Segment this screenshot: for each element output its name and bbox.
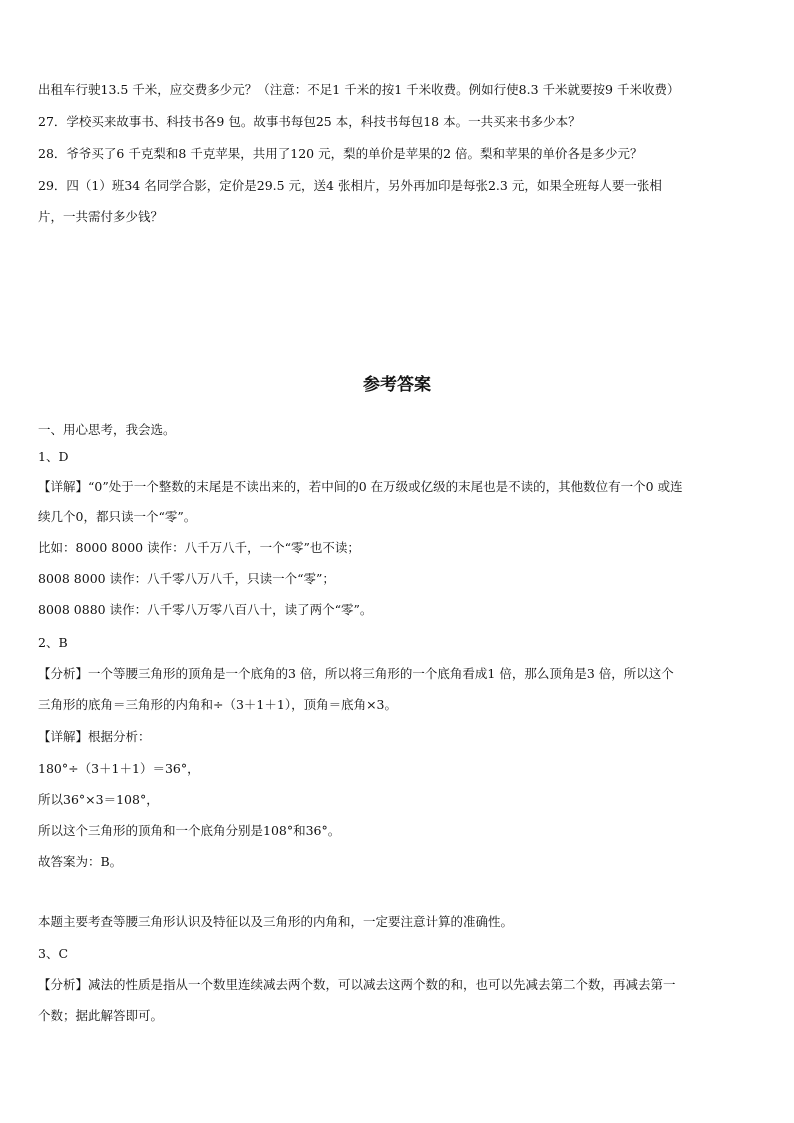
answer-2-calc-2: 所以36°×3＝108°，	[38, 792, 159, 807]
question-29-line1: 29．四（1）班34 名同学合影，定价是29.5 元，送4 张相片，另外再加印是每张2.3 元，如果全班每人要一张相	[38, 178, 662, 193]
answer-3-analysis-line1: 【分析】减法的性质是指从一个数里连续减去两个数，可以减去这两个数的和，也可以先减去第二个数，再减去第一	[38, 977, 676, 992]
question-27: 27．学校买来故事书、科技书各9 包。故事书每包25 本，科技书每包18 本。一共买来书多少本？	[38, 114, 581, 129]
question-29-line2: 片，一共需付多少钱？	[38, 209, 164, 224]
section-1-heading: 一、用心思考，我会选。	[38, 422, 176, 437]
answer-2-label: 2、B	[38, 635, 68, 650]
answer-1-example-2: 8008 8000 读作：八千零八万八千，只读一个“零”；	[38, 571, 335, 586]
answer-3-label: 3、C	[38, 946, 69, 961]
answer-1-detail-line2: 续几个0，都只读一个“零”。	[38, 509, 197, 524]
answer-2-analysis-line2: 三角形的底角＝三角形的内角和÷（3＋1＋1），顶角＝底角×3。	[38, 697, 398, 712]
q26-continuation: 出租车行驶13.5 千米，应交费多少元？（注意：不足1 千米的按1 千米收费。例如行使8.3 千米就要按9 千米收费）	[38, 82, 680, 97]
answer-1-example-3: 8008 0880 读作：八千零八万零八百八十，读了两个“零”。	[38, 602, 373, 617]
answer-2-calc-3: 所以这个三角形的顶角和一个底角分别是108°和36°。	[38, 823, 341, 838]
answers-title: 参考答案	[363, 375, 431, 395]
answer-3-analysis-line2: 个数；据此解答即可。	[38, 1008, 164, 1023]
answer-2-calc-1: 180°÷（3＋1＋1）＝36°，	[38, 761, 200, 776]
answer-1-label: 1、D	[38, 449, 69, 464]
answer-2-analysis-line1: 【分析】一个等腰三角形的顶角是一个底角的3 倍，所以将三角形的一个底角看成1 倍，那么顶角是3 倍，所以这个	[38, 666, 674, 681]
answer-2-final: 故答案为：B。	[38, 854, 123, 869]
answer-1-detail-line1: 【详解】“0”处于一个整数的末尾是不读出来的，若中间的0 在万级或亿级的末尾也是不读的，其他数位有一个0 或连	[38, 479, 683, 494]
answer-2-note: 本题主要考查等腰三角形认识及特征以及三角形的内角和，一定要注意计算的准确性。	[38, 914, 514, 929]
answer-2-detail: 【详解】根据分析：	[38, 729, 151, 744]
question-28: 28．爷爷买了6 千克梨和8 千克苹果，共用了120 元，梨的单价是苹果的2 倍。梨和苹果的单价各是多少元？	[38, 146, 643, 161]
answer-1-example-1: 比如：8000 8000 读作：八千万八千，一个“零”也不读；	[38, 540, 360, 555]
